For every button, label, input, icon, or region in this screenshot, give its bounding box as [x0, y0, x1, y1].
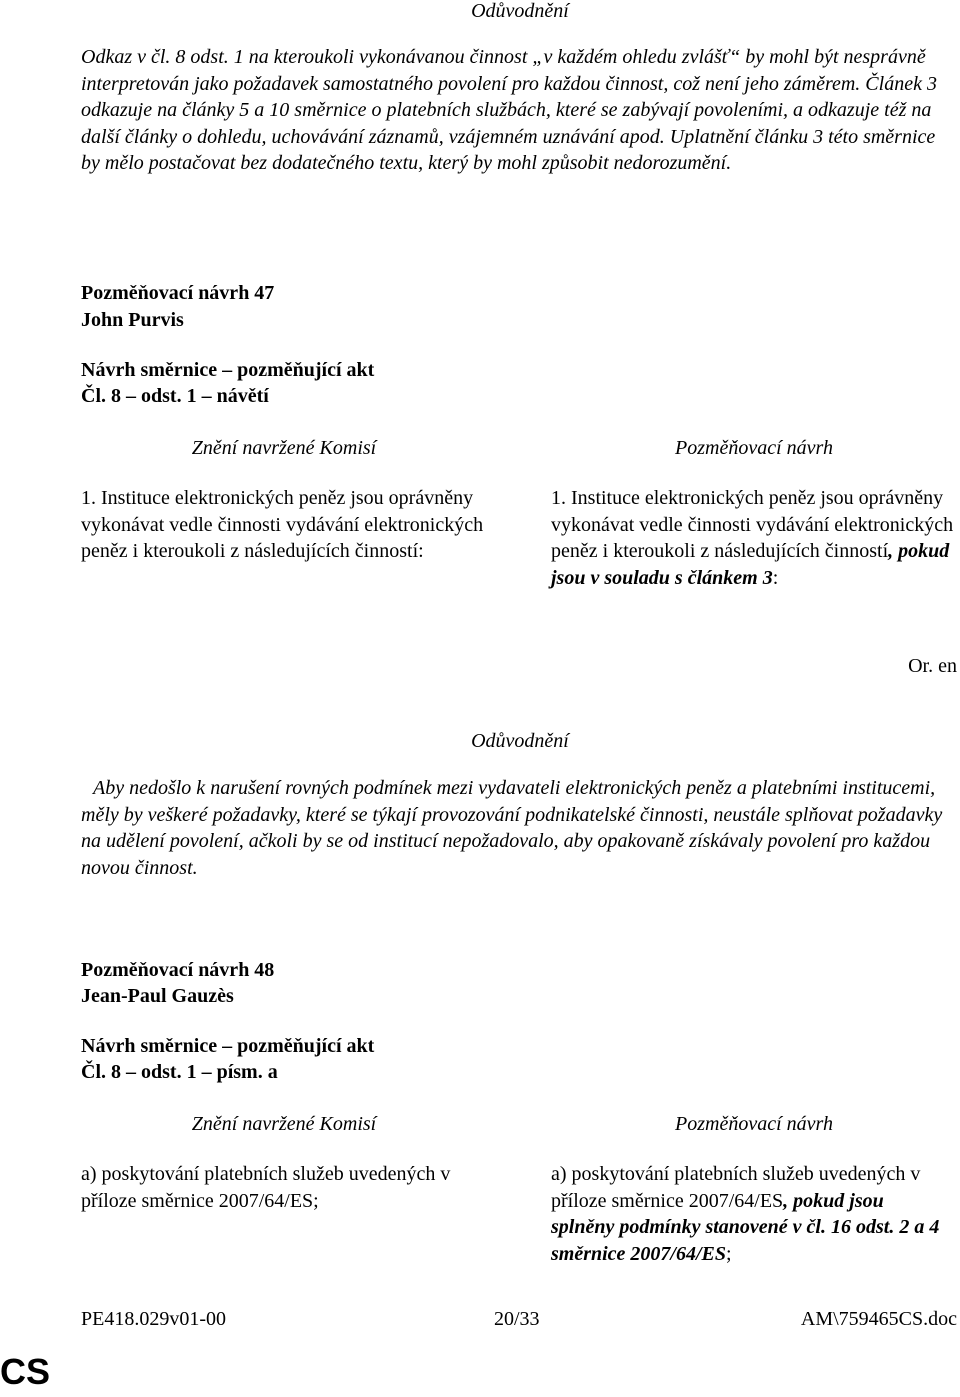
amendment-48-right-text: [551, 1161, 951, 1267]
footer-doc-ref: PE418.029v01-00: [81, 1308, 226, 1330]
amendment-47-number: Pozměňovací návrh 47: [81, 282, 275, 304]
amendment-47-proposal: Návrh směrnice – pozměňující akt: [81, 359, 375, 381]
amendment-47-language: Or. en: [908, 655, 957, 677]
footer-file-name: AM\759465CS.doc: [800, 1308, 957, 1330]
amendment-48-left-header: Znění navržené Komisí: [191, 1113, 377, 1135]
amendment-48-author: Jean-Paul Gauzès: [81, 985, 234, 1007]
footer-language-code: CS: [0, 1351, 51, 1392]
amendment-47-right-emphasis: , pokud jsou v souladu s článkem 3: [551, 540, 950, 589]
justification-heading-top: Odůvodnění: [471, 0, 569, 22]
amendment-47-right-plain: 1. Instituce elektronických peněz jsou oprávněny vykonávat vedle činnosti vydávání elektronických peněz i kteroukoli z následujících činností: [551, 487, 954, 562]
amendment-48-left-text: a) poskytování platebních služeb uvedených v příloze směrnice 2007/64/ES;: [81, 1163, 451, 1212]
amendment-48-proposal: Návrh směrnice – pozměňující akt: [81, 1035, 375, 1057]
amendment-47-justification-text: Aby nedošlo k narušení rovných podmínek mezi vydavateli elektronických peněz a platebními institucemi, měly by veškeré požadavky, které se týkají provozování podnikatelské činnosti, neustále splňovat požadavky na udělení povolení, ačkoli by se od institucí nepožadovalo, aby opakovaně získávaly povolení pro každou novou činnost.: [81, 777, 943, 879]
amendment-47-right-end: :: [772, 566, 779, 589]
amendment-47-left-header: Znění navržené Komisí: [191, 437, 377, 459]
footer-page-number: 20/33: [494, 1308, 540, 1330]
amendment-48-number: Pozměňovací návrh 48: [81, 959, 275, 981]
amendment-48-right-header: Pozměňovací návrh: [675, 1113, 833, 1135]
amendment-47-right-text: [551, 485, 960, 591]
amendment-47-left-text: 1. Instituce elektronických peněz jsou oprávněny vykonávat vedle činnosti vydávání elektronických peněz i kteroukoli z následujících činností:: [81, 487, 484, 562]
justification-text-top: Odkaz v čl. 8 odst. 1 na kteroukoli vykonávanou činnost „v každém ohledu zvlášť“ by mohl být nesprávně interpretován jako požadavek samostatného povolení pro každou činnost, což není jeho záměrem. Článek 3 odkazuje na články 5 a 10 směrnice o platebních službách, které se zabývají povoleními, a odkazuje též na další články o dohledu, uchovávání záznamů, vzájemném uznávání apod. Uplatnění článku 3 této směrnice by mělo postačovat bez dodatečného textu, který by mohl způsobit nedorozumění.: [81, 46, 937, 174]
amendment-48-article: Čl. 8 – odst. 1 – písm. a: [81, 1061, 278, 1083]
amendment-47-right-header: Pozměňovací návrh: [675, 437, 833, 459]
amendment-48-right-end: ;: [726, 1242, 732, 1265]
amendment-47-author: John Purvis: [81, 309, 184, 331]
amendment-48-right-emphasis: , pokud jsou splněny podmínky stanovené v čl. 16 odst. 2 a 4 směrnice 2007/64/ES: [551, 1189, 940, 1265]
amendment-47-justification-heading: Odůvodnění: [471, 730, 569, 752]
amendment-48-right-plain: a) poskytování platebních služeb uvedených v příloze směrnice 2007/64/ES: [551, 1163, 921, 1212]
amendment-47-article: Čl. 8 – odst. 1 – návětí: [81, 385, 269, 407]
